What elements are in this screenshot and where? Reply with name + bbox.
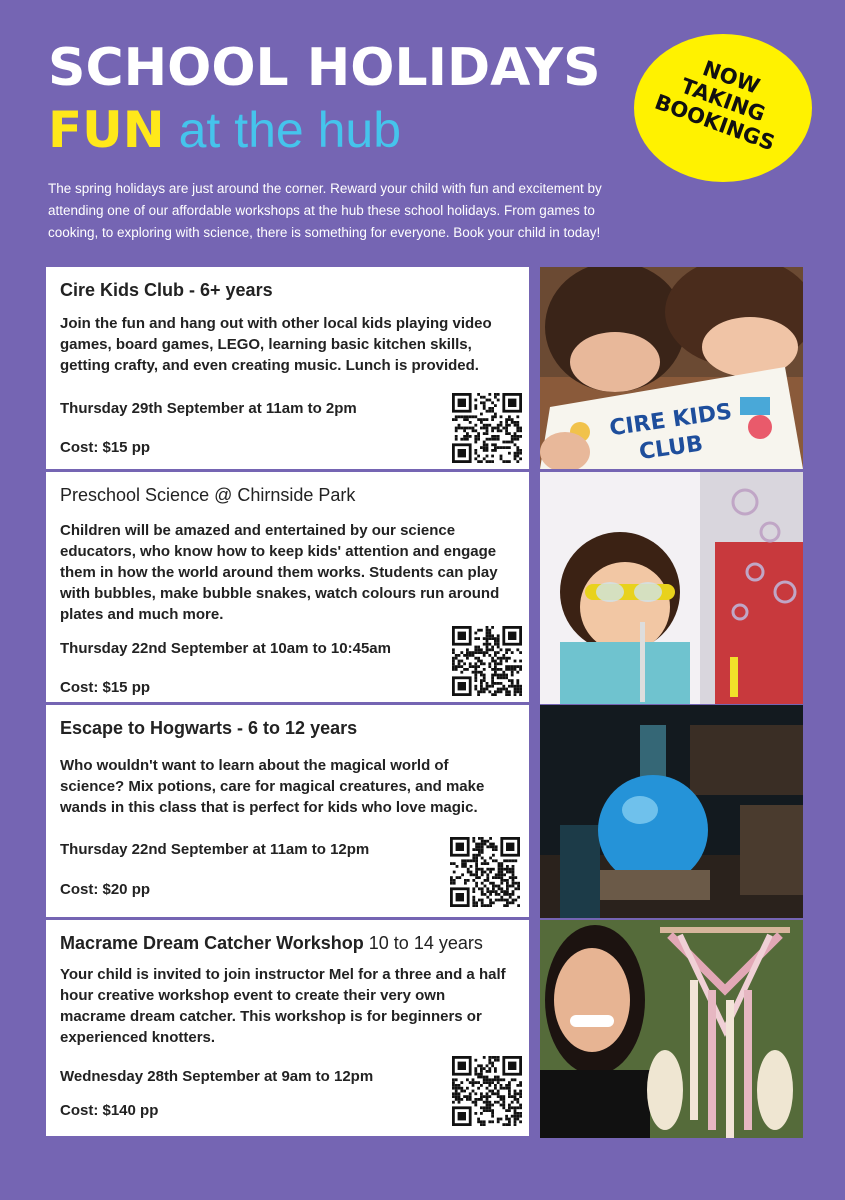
workshop-cost: Cost: $140 pp — [60, 1102, 159, 1119]
photo-text: CIRE KIDS — [607, 399, 734, 442]
page-title: SCHOOL HOLIDAYS — [48, 38, 601, 98]
photo-girl-bubbles — [540, 472, 803, 704]
workshop-title: Escape to Hogwarts - 6 to 12 years — [60, 718, 358, 738]
workshop-description: Join the fun and hang out with other local kids playing video games, board games, LEGO, learning basic kitchen skills, getting crafty, and even creating music. Lunch is provided. — [60, 315, 492, 374]
now-taking-bookings-badge — [634, 34, 812, 182]
photo-text: CLUB — [637, 431, 705, 466]
workshop-title-bold: Macrame Dream Catcher Workshop — [60, 933, 364, 953]
title-fun: FUN — [48, 101, 165, 159]
qr-code-icon[interactable] — [452, 626, 522, 696]
qr-code-icon[interactable] — [450, 837, 520, 907]
workshop-description: Children will be amazed and entertained by our science educators, who know how to keep kids' attention and engage them in how the world around them works. Students can play with bubbles, make bubble snakes, watch colours run around plates and much more. — [60, 522, 500, 623]
workshop-cost: Cost: $20 pp — [60, 881, 151, 898]
workshop-title: Cire Kids Club - 6+ years — [60, 280, 273, 300]
workshop-title — [60, 930, 515, 956]
qr-code-icon[interactable] — [452, 393, 522, 463]
workshop-card-preschool-science — [46, 472, 529, 702]
workshop-date: Thursday 22nd September at 10am to 10:45am — [60, 640, 391, 657]
workshop-card-escape-to-hogwarts — [46, 705, 529, 917]
title-hub: at the hub — [178, 102, 402, 158]
intro-paragraph: The spring holidays are just around the corner. Reward your child with fun and excitement by attending one of our affordable workshops at the hub these school holidays. From games to cooking, to exploring with science, there is something for everyone. Book your child in today! — [48, 181, 602, 240]
workshop-date: Thursday 22nd September at 11am to 12pm — [60, 841, 370, 858]
workshop-date: Wednesday 28th September at 9am to 12pm — [60, 1068, 374, 1085]
workshop-card-cire-kids-club — [46, 267, 529, 469]
workshop-card-macrame — [46, 920, 529, 1136]
workshop-title-age: 10 to 14 years — [363, 933, 483, 953]
workshop-date: Thursday 29th September at 11am to 2pm — [60, 400, 357, 417]
workshop-cost: Cost: $15 pp — [60, 679, 151, 696]
workshop-cost: Cost: $15 pp — [60, 439, 151, 456]
page-subtitle — [48, 100, 401, 173]
photo-potion-flask — [540, 705, 803, 918]
badge-text: NOW TAKING BOOKINGS — [651, 56, 778, 156]
workshop-description: Your child is invited to join instructor Mel for a three and a half hour creative workshop event to create their very own macrame dream catcher. This workshop is for beginners or experienced knotters. — [60, 966, 506, 1046]
photo-kids-drawing — [540, 267, 803, 469]
workshop-description: Who wouldn't want to learn about the magical world of science? Mix potions, care for magical creatures, and make wands in this class that is perfect for kids who love magic. — [60, 757, 485, 816]
photo-macrame-instructor — [540, 920, 803, 1138]
qr-code-icon[interactable] — [452, 1056, 522, 1126]
workshop-title: Preschool Science @ Chirnside Park — [60, 485, 356, 505]
